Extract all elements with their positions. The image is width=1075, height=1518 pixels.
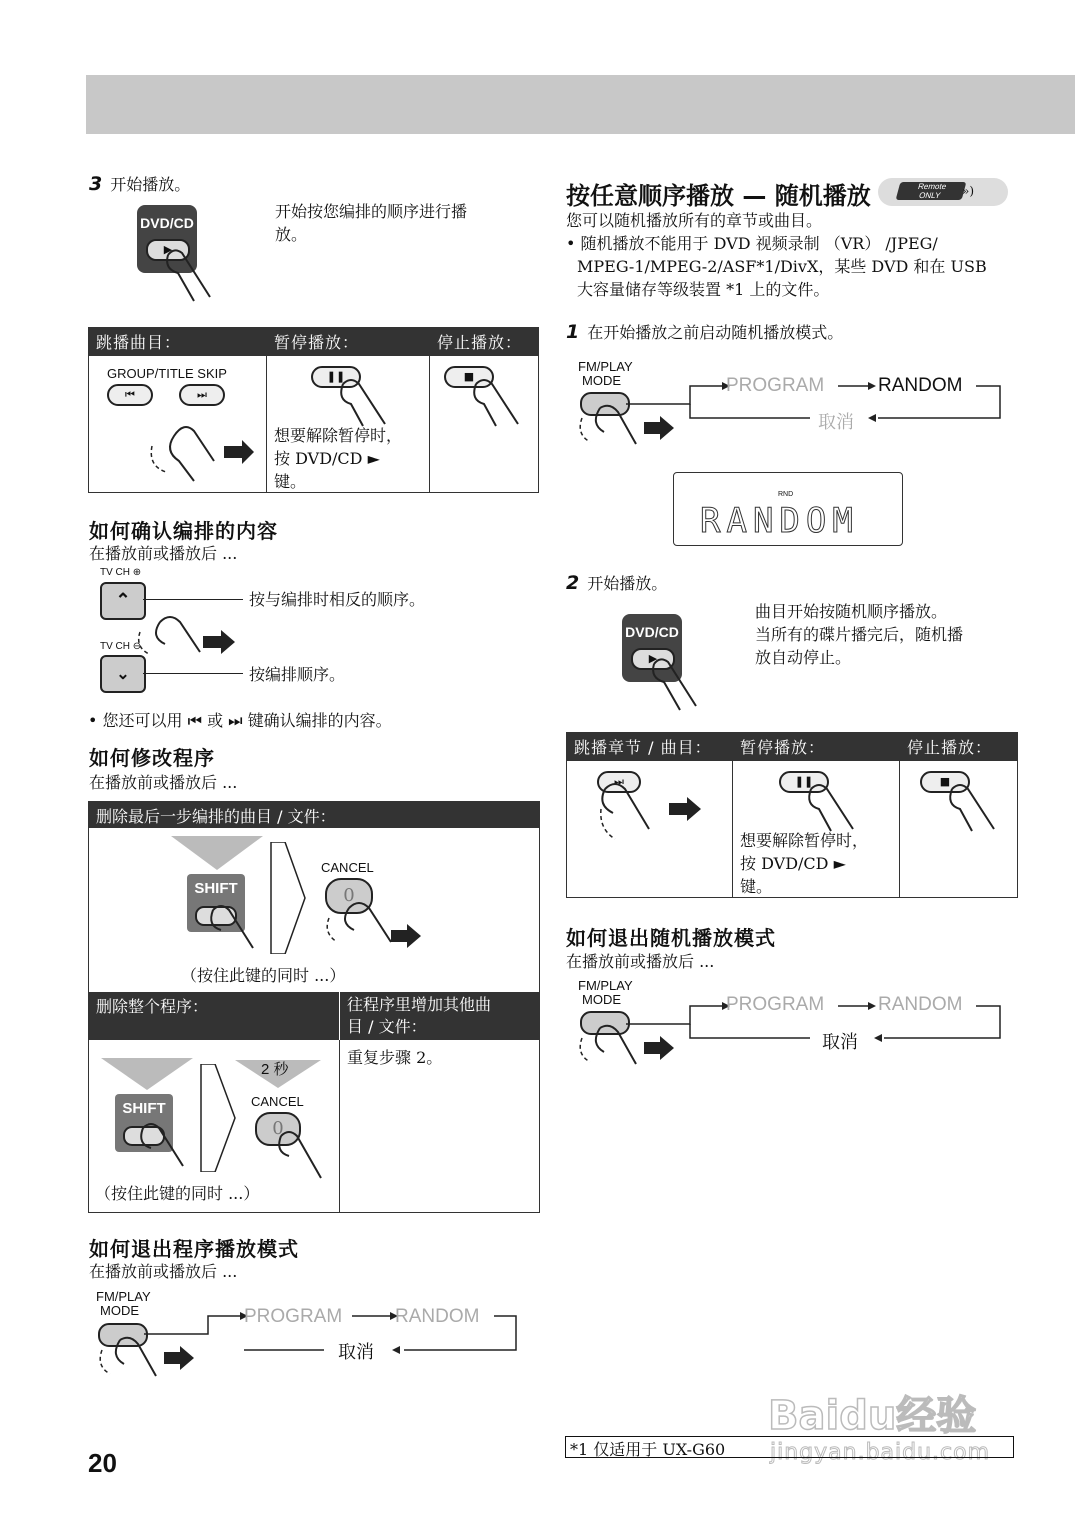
signal-icon: ») (962, 184, 975, 198)
fm-play-mode-label: FM/PLAY MODE (578, 978, 633, 1007)
hold-note: （按住此键的同时 ...） (181, 966, 346, 985)
exit-random-subtitle: 在播放前或播放后 ... (566, 952, 715, 971)
down-description: 按编排顺序。 (249, 665, 346, 684)
step-3-heading: 3 开始播放。 (89, 173, 191, 195)
th-skip: 跳播章节 / 曲目： (567, 733, 733, 761)
program-label: PROGRAM (244, 1306, 343, 1327)
down-arrow-icon (171, 836, 271, 876)
step-3-description: 开始按您编排的顺序进行播 放。 (275, 202, 468, 244)
page-number: 20 (88, 1448, 117, 1478)
random-play-title: 按任意顺序播放 — 随机播放 (566, 182, 871, 210)
hand-press-icon (646, 654, 706, 714)
cancel-label: 取消 (822, 1032, 858, 1053)
lcd-indicator: RND (778, 491, 794, 498)
connector-line (143, 673, 243, 674)
shift-button[interactable]: SHIFT (187, 874, 245, 932)
confirm-title: 如何确认编排的内容 (89, 519, 278, 543)
repeat-note: 重复步骤 2。 (347, 1048, 443, 1067)
stop-cell (900, 761, 1018, 898)
dvd-cd-button[interactable]: DVD/CD ▶ (622, 614, 682, 682)
lcd-text: RANDOM (700, 501, 859, 541)
tv-ch-up-button[interactable]: ⌃ (100, 582, 146, 620)
random-label: RANDOM (878, 994, 963, 1015)
modify-box (88, 801, 540, 1213)
down-arrow-icon (101, 1058, 201, 1094)
up-description: 按与编排时相反的顺序。 (249, 590, 426, 609)
chevron-right-icon (199, 1064, 239, 1172)
footnote-text: *1 仅适用于 UX-G60 (570, 1440, 726, 1459)
modify-subtitle: 在播放前或播放后 ... (89, 773, 238, 792)
th-pause: 暂停播放： (267, 328, 430, 356)
exit-random-title: 如何退出随机播放模式 (566, 926, 776, 950)
pause-button[interactable]: ❚❚ (311, 366, 361, 388)
cancel-zero-button[interactable]: 0 (255, 1112, 301, 1146)
random-intro: 您可以随机播放所有的章节或曲目。 (566, 211, 823, 230)
step-2-heading: 2 开始播放。 (566, 572, 668, 594)
header-band (86, 75, 1075, 134)
modify-title: 如何修改程序 (89, 746, 215, 770)
cancel-label: 取消 (338, 1342, 374, 1363)
divider (339, 1040, 340, 1212)
watermark-url: jingyan.baidu.com (770, 1440, 991, 1465)
hand-press-icon (946, 781, 1006, 833)
lcd-display (673, 472, 903, 546)
tv-ch-down-button[interactable]: ⌄ (100, 655, 146, 693)
next-skip-button[interactable]: ⏭ (597, 771, 641, 793)
hand-press-icon (470, 376, 530, 428)
chevron-right-icon (269, 842, 309, 954)
stop-button[interactable]: ■ (920, 771, 970, 793)
dvd-cd-button[interactable]: DVD/CD ▶ (137, 205, 197, 273)
shift-button[interactable]: SHIFT (115, 1094, 173, 1152)
hand-press-icon (275, 1128, 335, 1184)
seconds-label: 2 秒 (261, 1061, 289, 1078)
pause-note: 想要解除暂停时， 按 DVD/CD ► 键。 (740, 831, 869, 896)
cancel-label: CANCEL (251, 1094, 304, 1109)
delete-all-header: 删除整个程序： (89, 992, 339, 1040)
step-2-description: 曲目开始按随机顺序播放。 当所有的碟片播完后，随机播 放自动停止。 (755, 602, 964, 667)
th-skip: 跳播曲目： (89, 328, 267, 356)
pause-button[interactable]: ❚❚ (779, 771, 829, 793)
program-label: PROGRAM (726, 994, 825, 1015)
exit-program-title: 如何退出程序播放模式 (89, 1237, 299, 1261)
hold-note: （按住此键的同时 ...） (95, 1184, 260, 1203)
pause-cell (733, 761, 900, 898)
cancel-label: 取消 (818, 412, 854, 433)
controls-table-1 (88, 327, 539, 493)
watermark-brand: Baidu经验 (768, 1393, 977, 1439)
remote-only-badge: Remote ONLY ») (878, 178, 1008, 206)
random-bullet: • 随机播放不能用于 DVD 视频录制 （VR） /JPEG/ MPEG-1/MPEG-2/ASF*1/DivX，某些 DVD 和在 USB 大容量储存等级装置 *1 上的文件。 (566, 234, 987, 299)
connector-line (143, 599, 243, 600)
exit-program-subtitle: 在播放前或播放后 ... (89, 1262, 238, 1281)
footnote-box (565, 1436, 1014, 1458)
prev-skip-button[interactable]: ⏮ (107, 384, 153, 406)
stop-cell (430, 356, 539, 493)
next-skip-button[interactable]: ⏭ (179, 384, 225, 406)
pause-cell (267, 356, 430, 493)
hand-press-icon (160, 245, 220, 305)
hand-press-icon (135, 612, 245, 672)
skip-cell (89, 356, 267, 493)
hand-press-icon (805, 781, 865, 833)
random-label: RANDOM (878, 375, 963, 396)
stop-button[interactable]: ■ (444, 366, 494, 388)
tv-ch-up-label: TV CH ⊕ (100, 567, 142, 578)
th-stop: 停止播放： (430, 328, 539, 356)
random-label: RANDOM (395, 1306, 480, 1327)
pause-note: 想要解除暂停时， 按 DVD/CD ► 键。 (274, 426, 403, 491)
program-label: PROGRAM (726, 375, 825, 396)
skip-cell (567, 761, 733, 898)
controls-table-2 (566, 732, 1018, 898)
add-more-header: 往程序里增加其他曲 目 / 文件： (340, 992, 539, 1040)
th-stop: 停止播放： (900, 733, 1018, 761)
hand-press-icon (337, 376, 397, 428)
th-pause: 暂停播放： (733, 733, 900, 761)
fm-play-mode-label: FM/PLAY MODE (96, 1289, 151, 1318)
tv-ch-down-label: TV CH ⊖ (100, 641, 142, 652)
skip-label: GROUP/TITLE SKIP (107, 366, 227, 381)
hand-press-icon (137, 1120, 197, 1170)
cancel-zero-button[interactable]: 0 (325, 878, 373, 914)
hand-press-icon (597, 779, 717, 859)
confirm-note: • 您还可以用 ⏮ 或 ⏭ 键确认编排的内容。 (88, 711, 392, 730)
hand-press-icon (319, 898, 429, 958)
delete-last-header: 删除最后一步编排的曲目 / 文件： (89, 802, 539, 828)
confirm-subtitle: 在播放前或播放后 ... (89, 544, 238, 563)
hand-press-icon (207, 902, 267, 952)
cancel-label: CANCEL (321, 860, 374, 875)
fm-play-mode-label: FM/PLAY MODE (578, 359, 633, 388)
step-1-heading: 1 在开始播放之前启动随机播放模式。 (566, 321, 844, 343)
hand-press-icon (144, 406, 254, 486)
